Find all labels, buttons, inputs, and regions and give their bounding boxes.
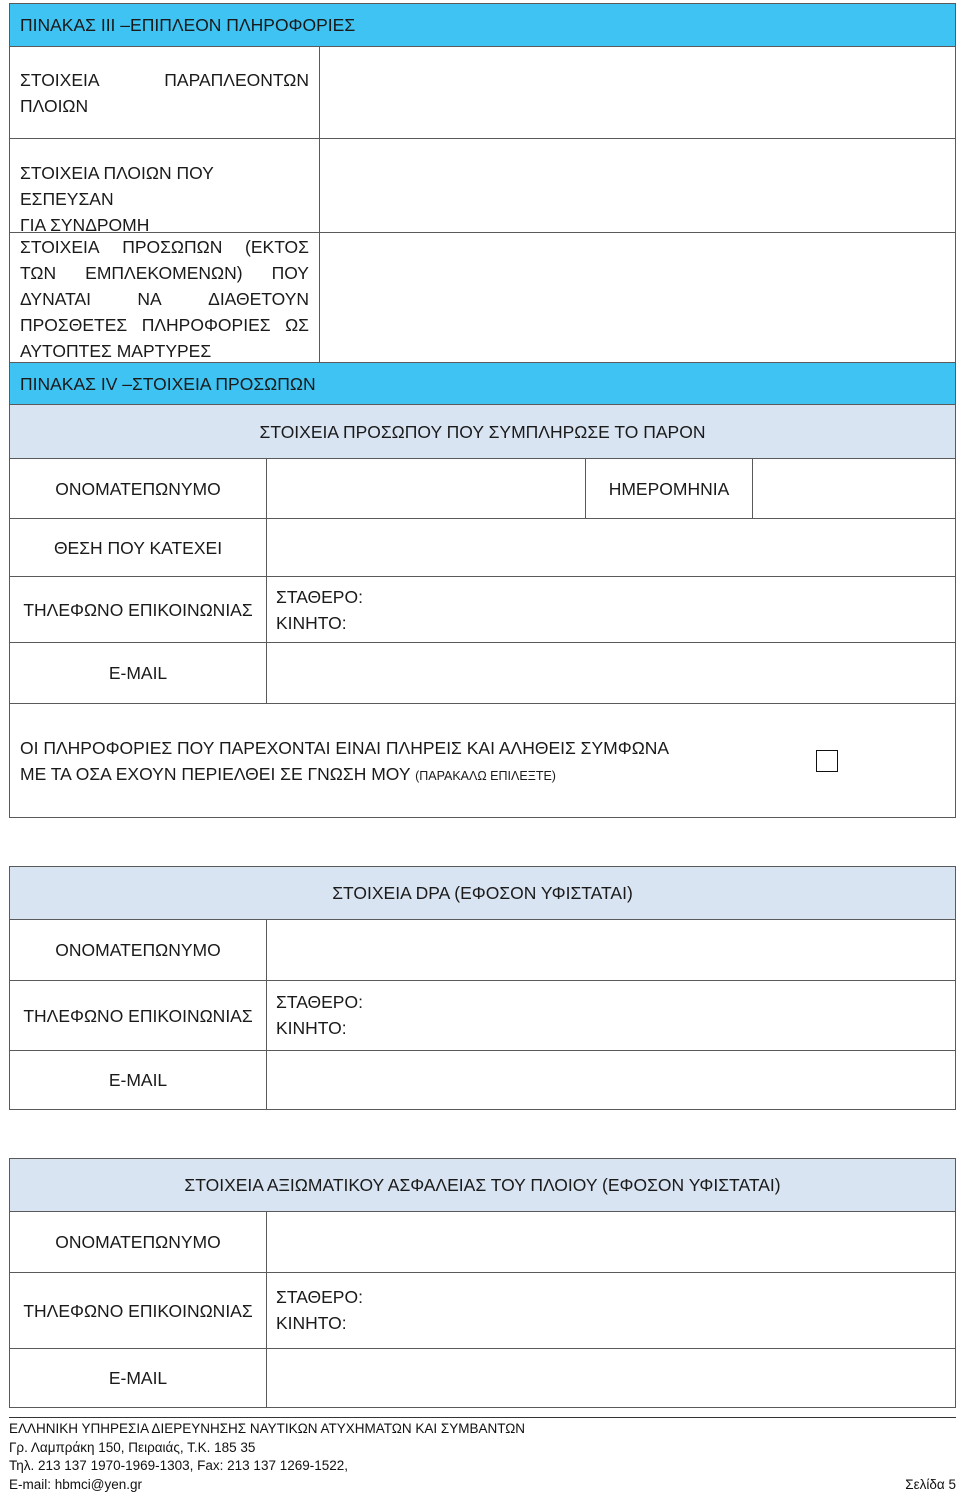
sso-email-label-text: E-MAIL bbox=[108, 1368, 168, 1388]
footer-divider bbox=[9, 1417, 956, 1418]
footer-email[interactable]: E-mail: hbmci@yen.gr bbox=[9, 1476, 142, 1492]
row-label-word: ΠΟΥ bbox=[271, 263, 309, 283]
table3-row-assisting-ships-label bbox=[9, 138, 320, 233]
dpa-landline-label: ΣΤΑΘΕΡΟ: bbox=[276, 992, 363, 1012]
sso-mobile-label: ΚΙΝΗΤΟ: bbox=[276, 1313, 347, 1333]
row-label-word: ΝΑ bbox=[137, 289, 162, 309]
date-field[interactable] bbox=[752, 458, 956, 519]
dpa-phone-field[interactable] bbox=[266, 980, 956, 1051]
table3-row-witnesses-label bbox=[9, 232, 320, 363]
sso-landline-label: ΣΤΑΘΕΡΟ: bbox=[276, 1287, 363, 1307]
sso-header-text: ΣΤΟΙΧΕΙΑ ΑΞΙΩΜΑΤΙΚΟΥ ΑΣΦΑΛΕΙΑΣ ΤΟΥ ΠΛΟΙΟΥ (ΕΦΟΣΟΝ ΥΦΙΣΤΑΤΑΙ) bbox=[184, 1175, 781, 1195]
footer-phones: Τηλ. 213 137 1970-1969-1303, Fax: 213 137 1269-1522, bbox=[9, 1458, 349, 1473]
dpa-email-field[interactable] bbox=[266, 1050, 956, 1110]
sso-header bbox=[9, 1158, 956, 1212]
declaration-line: ΜΕ ΤΑ ΟΣΑ ΕΧΟΥΝ ΠΕΡΙΕΛΘΕΙ ΣΕ ΓΝΩΣΗ ΜΟΥ bbox=[20, 764, 411, 784]
row-label-word: ΤΩΝ bbox=[20, 263, 57, 283]
row-label-word: ΠΡΟΣΘΕΤΕΣ bbox=[20, 315, 128, 335]
sso-fullname-field[interactable] bbox=[266, 1211, 956, 1273]
sso-fullname-label-text: ΟΝΟΜΑΤΕΠΩΝΥΜΟ bbox=[55, 1232, 221, 1252]
dpa-email-label bbox=[9, 1050, 267, 1110]
row-label-word: (ΕΚΤΟΣ bbox=[245, 237, 309, 257]
sso-phone-field[interactable] bbox=[266, 1272, 956, 1349]
dpa-fullname-label bbox=[9, 919, 267, 981]
row-label-line: ΠΛΟΙΩΝ bbox=[20, 96, 89, 116]
dpa-header bbox=[9, 866, 956, 920]
position-label bbox=[9, 518, 267, 577]
landline-label: ΣΤΑΘΕΡΟ: bbox=[276, 587, 363, 607]
footer-org: ΕΛΛΗΝΙΚΗ ΥΠΗΡΕΣΙΑ ΔΙΕΡΕΥΝΗΣΗΣ ΝΑΥΤΙΚΩΝ ΑΤΥΧΗΜΑΤΩΝ ΚΑΙ ΣΥΜΒΑΝΤΩΝ bbox=[9, 1421, 526, 1436]
dpa-fullname-label-text: ΟΝΟΜΑΤΕΠΩΝΥΜΟ bbox=[55, 940, 221, 960]
row-label-word: ΠΛΗΡΟΦΟΡΙΕΣ bbox=[141, 315, 271, 335]
table3-row-witnesses-field[interactable] bbox=[319, 232, 956, 363]
sso-email-field[interactable] bbox=[266, 1348, 956, 1408]
table3-row-assisting-ships-field[interactable] bbox=[319, 138, 956, 233]
table3-row-nearby-ships-field[interactable] bbox=[319, 46, 956, 139]
email-label bbox=[9, 642, 267, 704]
table4-title-text: ΠΙΝΑΚΑΣ IV –ΣΤΟΙΧΕΙΑ ΠΡΟΣΩΠΩΝ bbox=[20, 373, 316, 394]
phone-label-text: ΤΗΛΕΦΩΝΟ ΕΠΙΚΟΙΝΩΝΙΑΣ bbox=[23, 599, 253, 620]
row-label-word: ΩΣ bbox=[285, 315, 309, 335]
fullname-label-text: ΟΝΟΜΑΤΕΠΩΝΥΜΟ bbox=[55, 478, 221, 499]
sso-email-label bbox=[9, 1348, 267, 1408]
table3-title-text: ΠΙΝΑΚΑΣ III –ΕΠΙΠΛΕΟΝ ΠΛΗΡΟΦΟΡΙΕΣ bbox=[20, 15, 356, 35]
dpa-mobile-label: ΚΙΝΗΤΟ: bbox=[276, 1018, 347, 1038]
sso-fullname-label bbox=[9, 1211, 267, 1273]
fullname-field[interactable] bbox=[266, 458, 586, 519]
row-label-line: ΑΥΤΟΠΤΕΣ ΜΑΡΤΥΡΕΣ bbox=[20, 341, 212, 361]
declaration-row bbox=[9, 703, 956, 818]
section-header-text: ΣΤΟΙΧΕΙΑ ΠΡΟΣΩΠΟΥ ΠΟΥ ΣΥΜΠΛΗΡΩΣΕ ΤΟ ΠΑΡΟΝ bbox=[259, 421, 706, 442]
dpa-phone-label bbox=[9, 980, 267, 1051]
page-number: Σελίδα 5 bbox=[905, 1476, 956, 1492]
declaration-line: ΟΙ ΠΛΗΡΟΦΟΡΙΕΣ ΠΟΥ ΠΑΡΕΧΟΝΤΑΙ ΕΙΝΑΙ ΠΛΗΡΕΙΣ ΚΑΙ ΑΛΗΘΕΙΣ ΣΥΜΦΩΝΑ bbox=[20, 738, 670, 758]
email-label-text: E-MAIL bbox=[108, 663, 168, 683]
phone-label bbox=[9, 576, 267, 643]
row-label-word: ΕΜΠΛΕΚΟΜΕΝΩΝ) bbox=[85, 263, 243, 283]
dpa-phone-label-text: ΤΗΛΕΦΩΝΟ ΕΠΙΚΟΙΝΩΝΙΑΣ bbox=[23, 1005, 253, 1026]
phone-field[interactable] bbox=[266, 576, 956, 643]
fullname-label bbox=[9, 458, 267, 519]
footer bbox=[9, 1420, 956, 1494]
table3-title bbox=[9, 3, 956, 47]
sso-phone-label bbox=[9, 1272, 267, 1349]
confirm-checkbox[interactable] bbox=[816, 750, 838, 772]
declaration-text bbox=[20, 735, 720, 789]
row-label-line: ΓΙΑ ΣΥΝΔΡΟΜΗ bbox=[20, 215, 150, 235]
date-label bbox=[585, 458, 753, 519]
row-label-word: ΔΙΑΘΕΤΟΥΝ bbox=[208, 289, 309, 309]
footer-address: Γρ. Λαμπράκη 150, Πειραιάς, Τ.Κ. 185 35 bbox=[9, 1439, 256, 1455]
position-field[interactable] bbox=[266, 518, 956, 577]
table4-title bbox=[9, 362, 956, 405]
row-label-word: ΠΡΟΣΩΠΩΝ bbox=[122, 237, 223, 257]
row-label-word: ΠΑΡΑΠΛΕΟΝΤΩΝ bbox=[164, 70, 309, 90]
mobile-label: ΚΙΝΗΤΟ: bbox=[276, 613, 347, 633]
row-label-word: ΔΥΝΑΤΑΙ bbox=[20, 289, 91, 309]
date-label-text: ΗΜΕΡΟΜΗΝΙΑ bbox=[608, 478, 730, 499]
row-label-word: ΣΤΟΙΧΕΙΑ bbox=[20, 70, 100, 90]
table4-section-header bbox=[9, 404, 956, 459]
email-field[interactable] bbox=[266, 642, 956, 704]
position-label-text: ΘΕΣΗ ΠΟΥ ΚΑΤΕΧΕΙ bbox=[53, 537, 223, 558]
dpa-header-text: ΣΤΟΙΧΕΙΑ DPA (ΕΦΟΣΟΝ ΥΦΙΣΤΑΤΑΙ) bbox=[332, 883, 633, 903]
declaration-note: (ΠΑΡΑΚΑΛΩ ΕΠΙΛΕΞΤΕ) bbox=[415, 769, 556, 783]
sso-phone-label-text: ΤΗΛΕΦΩΝΟ ΕΠΙΚΟΙΝΩΝΙΑΣ bbox=[23, 1300, 253, 1321]
row-label-word: ΣΤΟΙΧΕΙΑ bbox=[20, 237, 100, 257]
table3-row-nearby-ships-label bbox=[9, 46, 320, 139]
dpa-fullname-field[interactable] bbox=[266, 919, 956, 981]
row-label-line: ΣΤΟΙΧΕΙΑ ΠΛΟΙΩΝ ΠΟΥ ΕΣΠΕΥΣΑΝ bbox=[20, 163, 214, 209]
dpa-email-label-text: E-MAIL bbox=[108, 1070, 168, 1090]
